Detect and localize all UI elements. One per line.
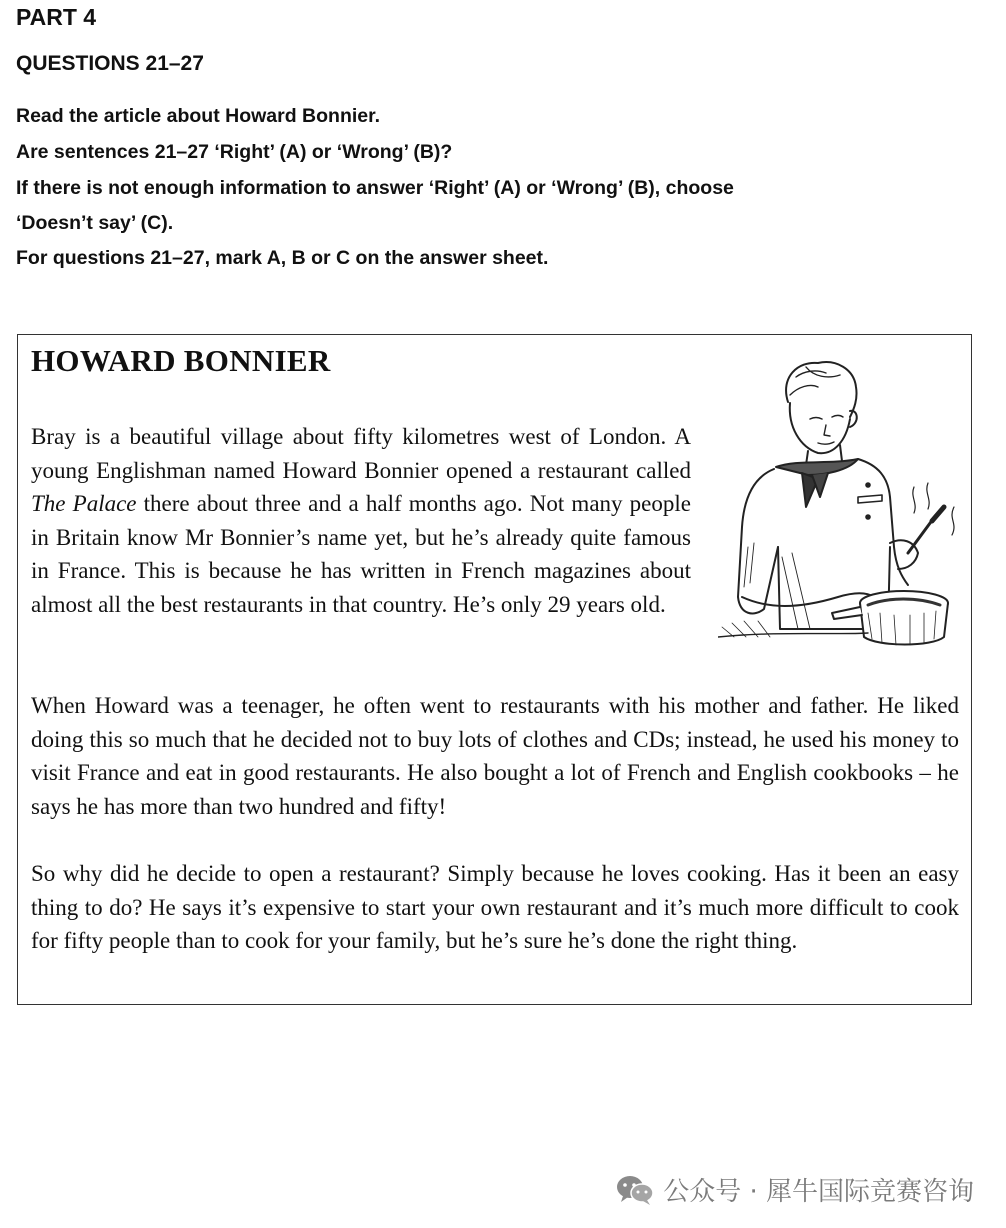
article-paragraph-1	[31, 420, 691, 622]
instruction-line: If there is not enough information to answer ‘Right’ (A) or ‘Wrong’ (B), choose	[16, 177, 734, 199]
para1-text-end: there about three and a half months ago. Not many people in Britain know Mr Bonnier’s name yet, but he’s already quite famous in France. This is because he has written in French magazines about almost all the best restaurants in that country. He’s only 29 years old.	[31, 491, 691, 617]
chef-illustration	[718, 347, 968, 647]
article-paragraph-3: So why did he decide to open a restaurant? Simply because he loves cooking. Has it been an easy thing to do? He says it’s expensive to start your own restaurant and it’s much more difficult to cook for fifty people than to cook for your family, but he’s sure he’s done the right thing.	[31, 861, 959, 954]
watermark	[615, 1171, 974, 1208]
instruction-line: ‘Doesn’t say’ (C).	[16, 212, 174, 234]
instruction-line: Read the article about Howard Bonnier.	[16, 105, 381, 127]
questions-title: QUESTIONS 21–27	[16, 52, 204, 75]
article-paragraph-2: When Howard was a teenager, he often went to restaurants with his mother and father. He liked doing this so much that he decided not to buy lots of clothes and CDs; instead, he used his money to visit France and eat in good restaurants. He also bought a lot of French and English cookbooks – he says he has more than two hundred and fifty!	[31, 693, 959, 819]
wechat-icon	[615, 1174, 655, 1206]
watermark-text: 公众号 · 犀牛国际竞赛咨询	[663, 1177, 974, 1207]
para1-text-start: Bray is a beautiful village about fifty kilometres west of London. A young Englishman named Howard Bonnier opened a restaurant called	[31, 424, 691, 483]
restaurant-name: The Palace	[31, 491, 137, 517]
instruction-line: For questions 21–27, mark A, B or C on the answer sheet.	[16, 247, 549, 269]
article-box	[17, 334, 972, 1005]
instruction-line: Are sentences 21–27 ‘Right’ (A) or ‘Wrong’ (B)?	[16, 141, 453, 163]
part-title: PART 4	[16, 4, 97, 30]
article-title: HOWARD BONNIER	[31, 343, 331, 378]
